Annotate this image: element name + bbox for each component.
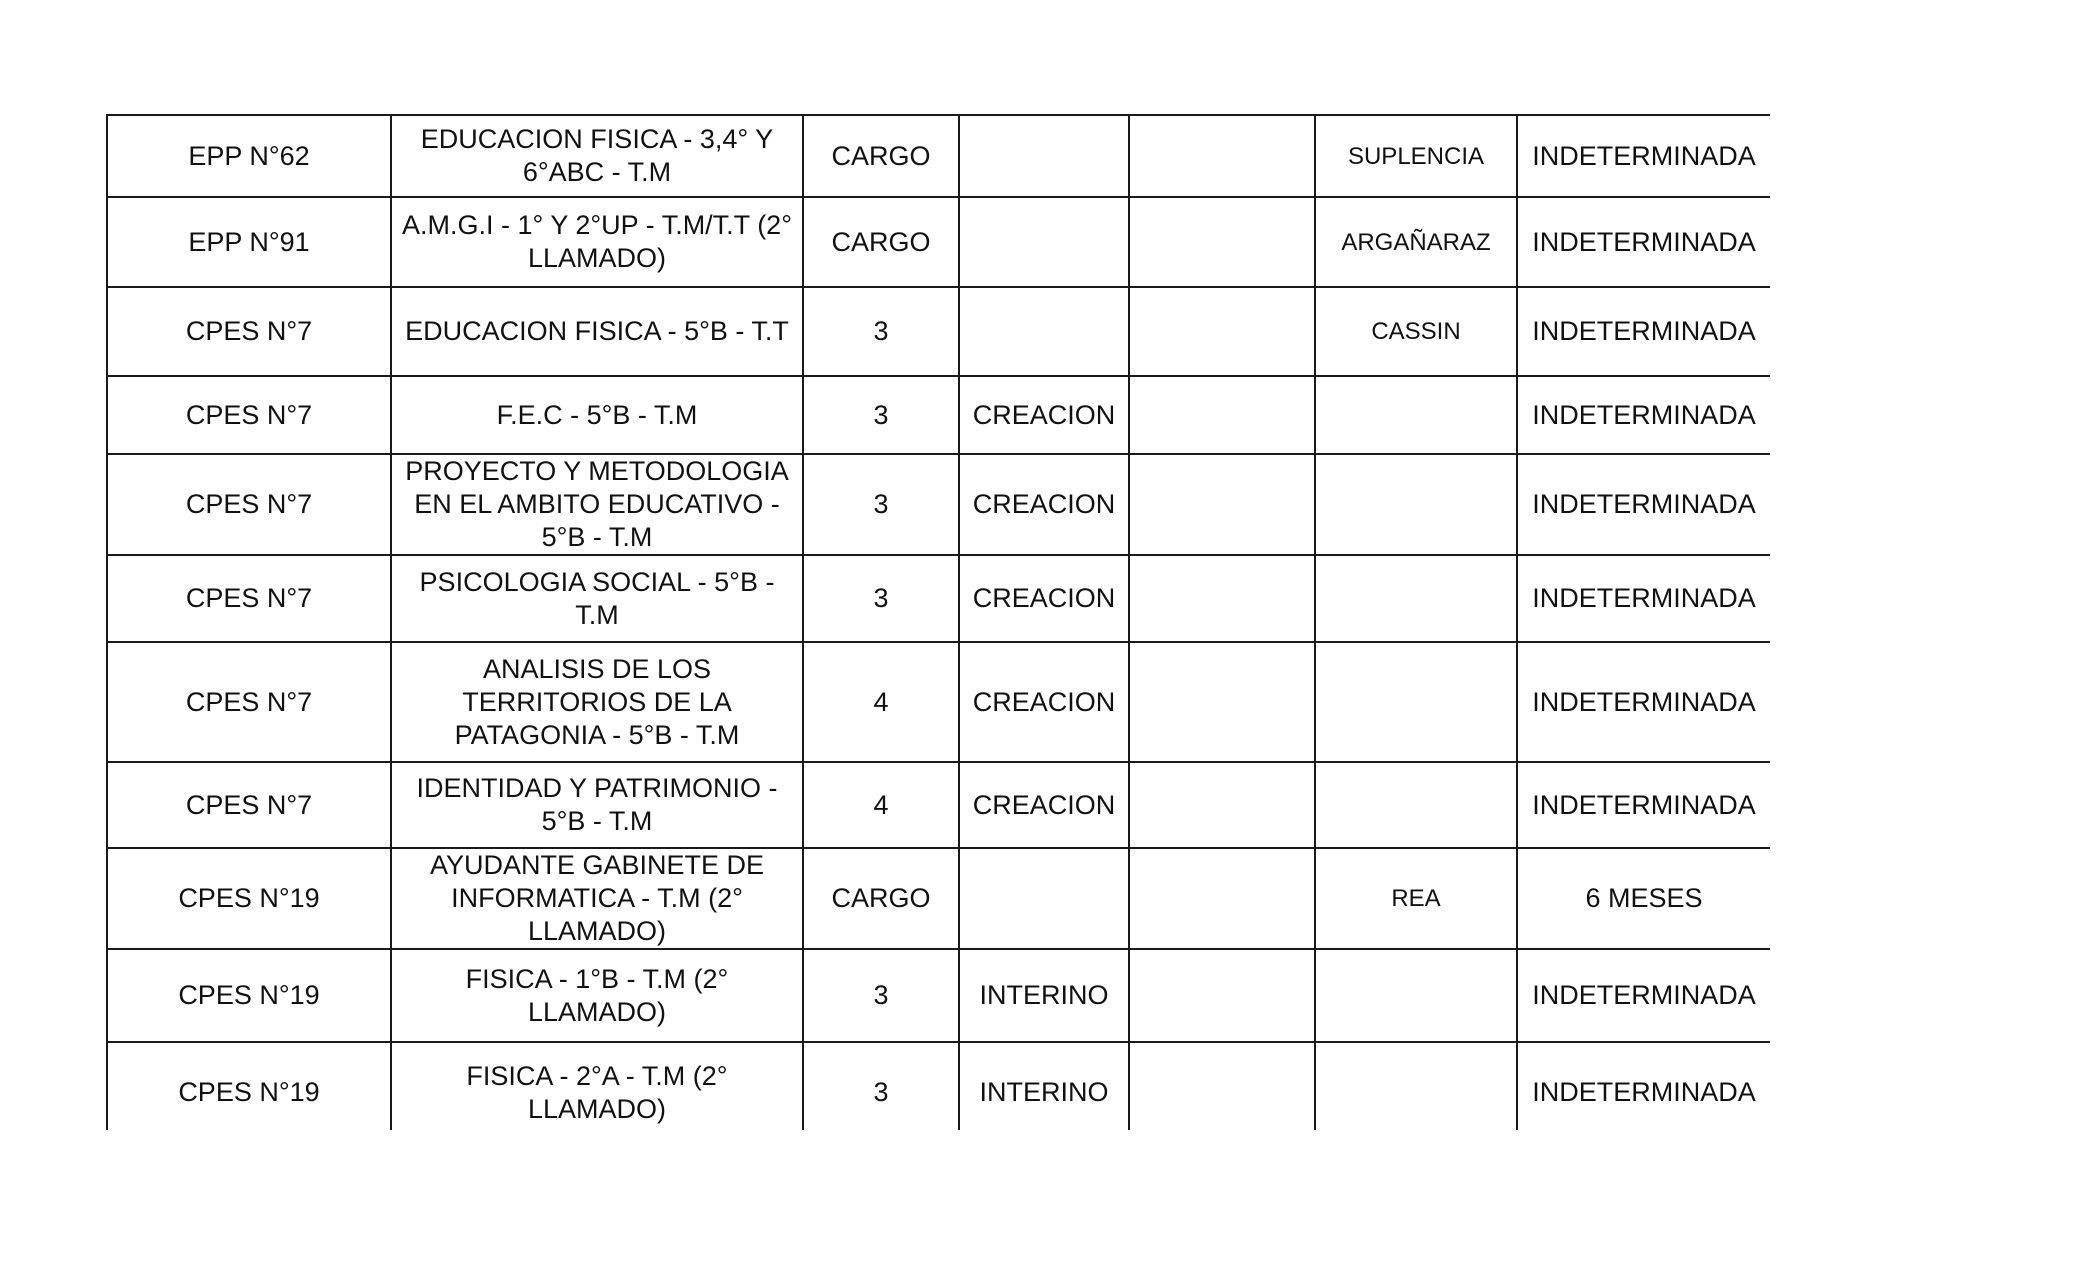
hours-cell: 3 — [803, 1042, 959, 1130]
duration-cell: INDETERMINADA — [1517, 762, 1770, 848]
school-cell: CPES N°7 — [107, 555, 391, 642]
hours-cell: 3 — [803, 376, 959, 454]
status-cell: INTERINO — [959, 949, 1129, 1042]
subject-cell: FISICA - 1°B - T.M (2° LLAMADO) — [391, 949, 803, 1042]
table-row — [107, 115, 1770, 197]
empty-cell — [1129, 1042, 1315, 1130]
table-body — [107, 115, 1770, 1130]
subject-cell: PROYECTO Y METODOLOGIA EN EL AMBITO EDUCATIVO - 5°B - T.M — [391, 454, 803, 555]
reason-cell — [1315, 454, 1517, 555]
status-cell — [959, 848, 1129, 949]
status-cell: CREACION — [959, 762, 1129, 848]
school-cell: CPES N°7 — [107, 762, 391, 848]
empty-cell — [1129, 454, 1315, 555]
table-row — [107, 949, 1770, 1042]
hours-cell: CARGO — [803, 848, 959, 949]
duration-cell: 6 MESES — [1517, 848, 1770, 949]
reason-cell — [1315, 555, 1517, 642]
status-cell — [959, 287, 1129, 376]
status-cell: CREACION — [959, 454, 1129, 555]
table-row — [107, 555, 1770, 642]
subject-cell: A.M.G.I - 1° Y 2°UP - T.M/T.T (2° LLAMADO) — [391, 197, 803, 287]
school-cell: CPES N°7 — [107, 287, 391, 376]
empty-cell — [1129, 949, 1315, 1042]
school-cell: CPES N°7 — [107, 642, 391, 762]
table-row — [107, 642, 1770, 762]
empty-cell — [1129, 287, 1315, 376]
school-cell: CPES N°7 — [107, 454, 391, 555]
reason-cell — [1315, 949, 1517, 1042]
empty-cell — [1129, 848, 1315, 949]
empty-cell — [1129, 762, 1315, 848]
status-cell — [959, 115, 1129, 197]
subject-cell: ANALISIS DE LOS TERRITORIOS DE LA PATAGONIA - 5°B - T.M — [391, 642, 803, 762]
hours-cell: 4 — [803, 762, 959, 848]
school-cell: CPES N°7 — [107, 376, 391, 454]
subject-cell: EDUCACION FISICA - 5°B - T.T — [391, 287, 803, 376]
duration-cell: INDETERMINADA — [1517, 642, 1770, 762]
reason-cell: ARGAÑARAZ — [1315, 197, 1517, 287]
subject-cell: IDENTIDAD Y PATRIMONIO - 5°B - T.M — [391, 762, 803, 848]
school-cell: EPP N°62 — [107, 115, 391, 197]
status-cell: CREACION — [959, 555, 1129, 642]
duration-cell: INDETERMINADA — [1517, 287, 1770, 376]
subject-cell: FISICA - 2°A - T.M (2° LLAMADO) — [391, 1042, 803, 1130]
empty-cell — [1129, 642, 1315, 762]
duration-cell: INDETERMINADA — [1517, 555, 1770, 642]
reason-cell: REA — [1315, 848, 1517, 949]
reason-cell: CASSIN — [1315, 287, 1517, 376]
table-row — [107, 762, 1770, 848]
subject-cell: F.E.C - 5°B - T.M — [391, 376, 803, 454]
reason-cell — [1315, 376, 1517, 454]
empty-cell — [1129, 555, 1315, 642]
hours-cell: 4 — [803, 642, 959, 762]
duration-cell: INDETERMINADA — [1517, 376, 1770, 454]
status-cell: CREACION — [959, 642, 1129, 762]
school-cell: CPES N°19 — [107, 848, 391, 949]
spreadsheet-page — [106, 114, 1770, 1130]
status-cell: INTERINO — [959, 1042, 1129, 1130]
reason-cell: SUPLENCIA — [1315, 115, 1517, 197]
duration-cell: INDETERMINADA — [1517, 454, 1770, 555]
hours-cell: 3 — [803, 287, 959, 376]
hours-cell: 3 — [803, 949, 959, 1042]
vacancy-table — [106, 114, 1770, 1130]
table-row — [107, 1042, 1770, 1130]
status-cell — [959, 197, 1129, 287]
reason-cell — [1315, 1042, 1517, 1130]
duration-cell: INDETERMINADA — [1517, 1042, 1770, 1130]
school-cell: EPP N°91 — [107, 197, 391, 287]
duration-cell: INDETERMINADA — [1517, 115, 1770, 197]
empty-cell — [1129, 376, 1315, 454]
hours-cell: CARGO — [803, 197, 959, 287]
subject-cell: EDUCACION FISICA - 3,4° Y 6°ABC - T.M — [391, 115, 803, 197]
reason-cell — [1315, 762, 1517, 848]
hours-cell: 3 — [803, 454, 959, 555]
table-row — [107, 287, 1770, 376]
duration-cell: INDETERMINADA — [1517, 949, 1770, 1042]
hours-cell: CARGO — [803, 115, 959, 197]
hours-cell: 3 — [803, 555, 959, 642]
subject-cell: PSICOLOGIA SOCIAL - 5°B - T.M — [391, 555, 803, 642]
school-cell: CPES N°19 — [107, 1042, 391, 1130]
empty-cell — [1129, 197, 1315, 287]
duration-cell: INDETERMINADA — [1517, 197, 1770, 287]
table-row — [107, 376, 1770, 454]
school-cell: CPES N°19 — [107, 949, 391, 1042]
table-row — [107, 848, 1770, 949]
reason-cell — [1315, 642, 1517, 762]
table-row — [107, 454, 1770, 555]
status-cell: CREACION — [959, 376, 1129, 454]
subject-cell: AYUDANTE GABINETE DE INFORMATICA - T.M (2° LLAMADO) — [391, 848, 803, 949]
empty-cell — [1129, 115, 1315, 197]
table-row — [107, 197, 1770, 287]
